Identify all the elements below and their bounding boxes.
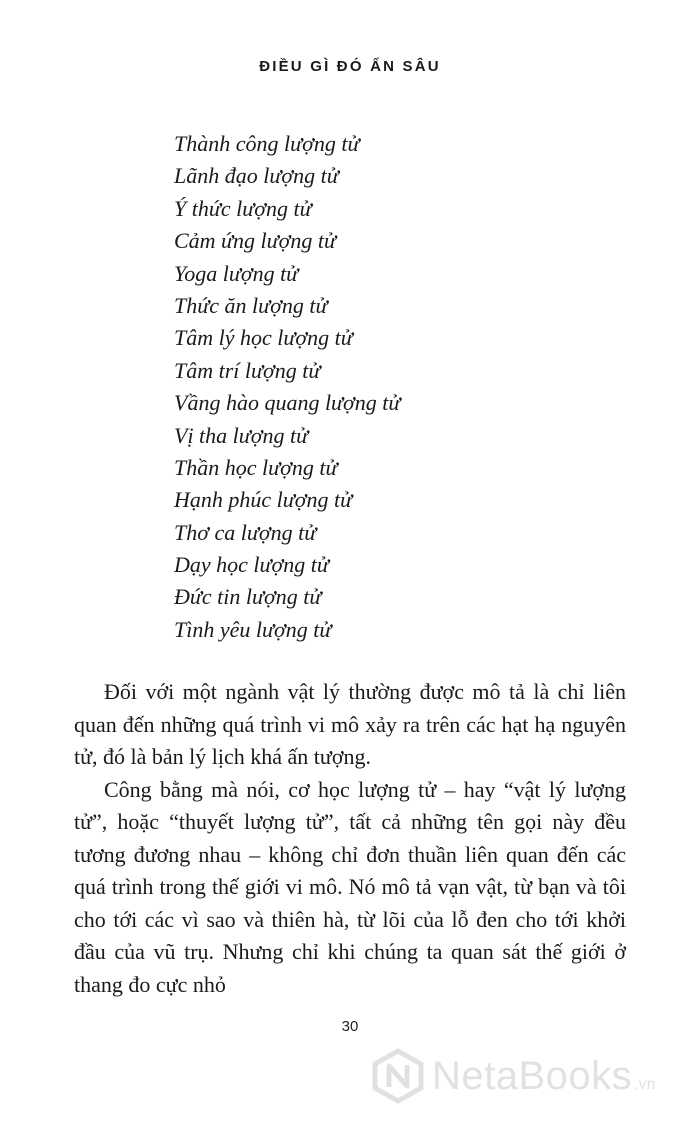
watermark <box>370 1046 656 1106</box>
list-item: Dạy học lượng tử <box>174 552 329 578</box>
list-item: Tâm trí lượng tử <box>174 357 321 383</box>
list-item: Thành công lượng tử <box>174 131 360 156</box>
list-item: Thức ăn lượng tử <box>174 292 328 318</box>
list-item: Vị tha lượng tử <box>174 422 309 448</box>
paragraph: Công bằng mà nói, cơ học lượng tử – hay “vật lý lượng tử”, hoặc “thuyết lượng tử”, tất cả những tên gọi này đều tương đương nhau – không chỉ đơn thuần liên quan đến các quá trình trong thế giới vi mô. Nó mô tả vạn vật, từ bạn và tôi cho tới các vì sao và thiên hà, từ lõi của lỗ đen cho tới khởi đầu của vũ trụ. Nhưng chỉ khi chúng ta quan sát thế giới ở thang đo cực nhỏ <box>74 776 626 997</box>
list-item: Lãnh đạo lượng tử <box>174 163 339 189</box>
list-item: Ý thức lượng tử <box>174 195 312 221</box>
list-item: Yoga lượng tử <box>174 260 299 286</box>
list-item: Hạnh phúc lượng tử <box>174 487 353 513</box>
list-item: Tâm lý học lượng tử <box>174 325 353 351</box>
list-item: Vầng hào quang lượng tử <box>174 390 401 416</box>
list-item: Tình yêu lượng tử <box>174 616 332 642</box>
list-item: Thơ ca lượng tử <box>174 519 317 545</box>
watermark-suffix: .vn <box>634 1076 656 1093</box>
paragraph: Đối với một ngành vật lý thường được mô tả là chỉ liên quan đến những quá trình vi mô xảy ra trên các hạt hạ nguyên tử, đó là bản lý lịch khá ấn tượng. <box>74 679 626 769</box>
body-text <box>74 676 626 1001</box>
list-item: Đức tin lượng tử <box>174 584 322 610</box>
running-header: ĐIỀU GÌ ĐÓ ẨN SÂU <box>259 58 441 75</box>
page-number: 30 <box>341 1018 359 1035</box>
list-item: Cảm ứng lượng tử <box>174 228 337 254</box>
list-item: Thần học lượng tử <box>174 454 338 480</box>
watermark-brand: NetaBooks <box>432 1053 633 1098</box>
netabooks-logo-icon <box>370 1048 426 1104</box>
quantum-terms-list <box>174 128 400 646</box>
